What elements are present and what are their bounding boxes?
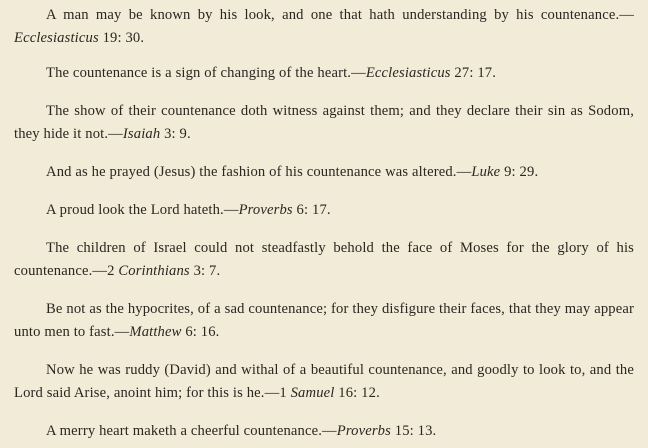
reference-book: Isaiah [122, 126, 161, 142]
reference-verse: 3: 9. [160, 126, 191, 142]
reference-book: Ecclesiasticus [14, 30, 99, 46]
quote-text: The countenance is a sign of changing of the heart.— [46, 65, 366, 81]
reference-verse: 9: 29. [500, 164, 539, 180]
quote-text: A proud look the Lord hateth.— [46, 202, 239, 218]
quote-paragraph [14, 100, 634, 146]
reference-verse: 6: 16. [181, 324, 220, 340]
reference-book: Proverbs [336, 423, 391, 439]
quote-text: A man may be known by his look, and one that hath understanding by his countenance.— [46, 7, 634, 23]
quote-text: And as he prayed (Jesus) the fashion of his countenance was altered.— [46, 164, 472, 180]
reference-verse: 16: 12. [334, 385, 380, 401]
quote-text: Now he was ruddy (David) and withal of a beautiful countenance, and goodly to look to, and the Lord said Arise, anoint him; for this is he.—1 [14, 362, 634, 401]
quote-paragraph [14, 199, 634, 222]
reference-book: Proverbs [238, 202, 293, 218]
reference-book: Samuel [290, 385, 335, 401]
quote-paragraph [14, 237, 634, 283]
quote-text: Be not as the hypocrites, of a sad countenance; for they disfigure their faces, that they may appear unto men to fast.— [14, 301, 634, 340]
quote-paragraph [14, 359, 634, 405]
quote-paragraph [14, 420, 634, 443]
reference-verse: 15: 13. [390, 423, 437, 439]
quote-paragraph [14, 62, 634, 85]
quote-paragraph [14, 298, 634, 344]
quote-paragraph [14, 4, 634, 50]
quote-text: The children of Israel could not steadfastly behold the face of Moses for the glory of his countenance.—2 [14, 240, 634, 279]
reference-verse: 27: 17. [450, 65, 497, 81]
reference-verse: 3: 7. [189, 263, 221, 279]
quote-text: A merry heart maketh a cheerful countenance.— [46, 423, 337, 439]
reference-book: Corinthians [118, 263, 190, 279]
reference-verse: 19: 30. [98, 30, 145, 46]
quote-text: The show of their countenance doth witness against them; and they declare their sin as Sodom, they hide it not.— [14, 103, 634, 142]
reference-book: Ecclesiasticus [365, 65, 451, 81]
reference-book: Matthew [129, 324, 182, 340]
reference-verse: 6: 17. [292, 202, 331, 218]
reference-book: Luke [471, 164, 501, 180]
quote-paragraph [14, 161, 634, 184]
